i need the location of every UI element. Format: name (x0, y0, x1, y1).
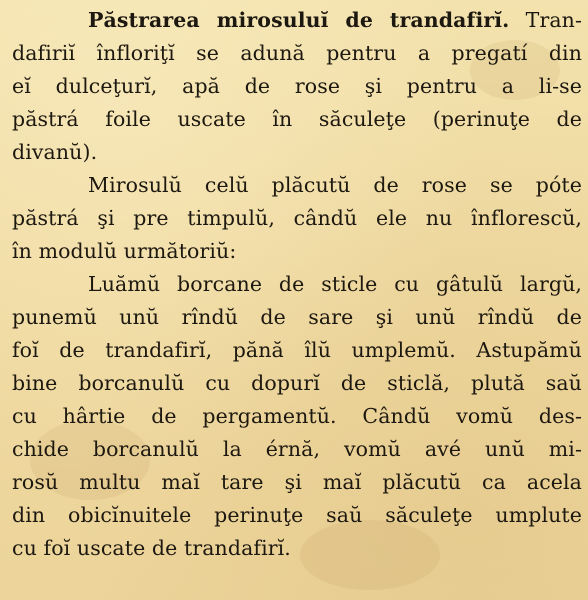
text-line: cu hârtie de pergamentŭ. Cândŭ vomŭ des- (12, 404, 582, 428)
text-line: divanŭ). (12, 140, 98, 164)
text-line: Luămŭ borcane de sticle cu gâtulŭ largŭ, (88, 272, 582, 296)
text-line: eĭ dulceţurĭ, apă de rose şi pentru a li-se (12, 74, 582, 98)
text-line: dafiriĭ înfloriţĭ se adună pentru a pregatí din (12, 41, 582, 65)
text-line: foĭ de trandafirĭ, pănă îlŭ umplemŭ. Astupămŭ (12, 338, 582, 362)
text-line: chide borcanulŭ la érnă, vomŭ avé unŭ mi- (12, 437, 582, 461)
text-line: păstrá şi pre timpulŭ, cândŭ ele nu înflorescŭ, (12, 206, 582, 230)
line-text: Tran- (525, 8, 582, 32)
text-line: bine borcanulŭ cu dopurĭ de sticlă, plută saŭ (12, 371, 582, 395)
text-line (12, 4, 582, 37)
text-line: păstrá foile uscate în săculeţe (perinuţe de (12, 107, 582, 131)
text-line: punemŭ unŭ rîndŭ de sare şi unŭ rîndŭ de (12, 305, 582, 329)
article-text (12, 4, 582, 565)
text-line: Mirosulŭ celŭ plăcutŭ de rose se póte (88, 173, 582, 197)
text-line: rosŭ multu maĭ tare şi maĭ plăcutŭ ca acela (12, 470, 582, 494)
text-line: în modulŭ următoriŭ: (12, 239, 237, 263)
text-line: cu foĭ uscate de trandafirĭ. (12, 536, 291, 560)
text-line: din obicĭnuitele perinuţe saŭ săculeţe umplute (12, 503, 582, 527)
article-heading: Păstrarea mirosuluĭ de trandafirĭ. (88, 8, 510, 32)
